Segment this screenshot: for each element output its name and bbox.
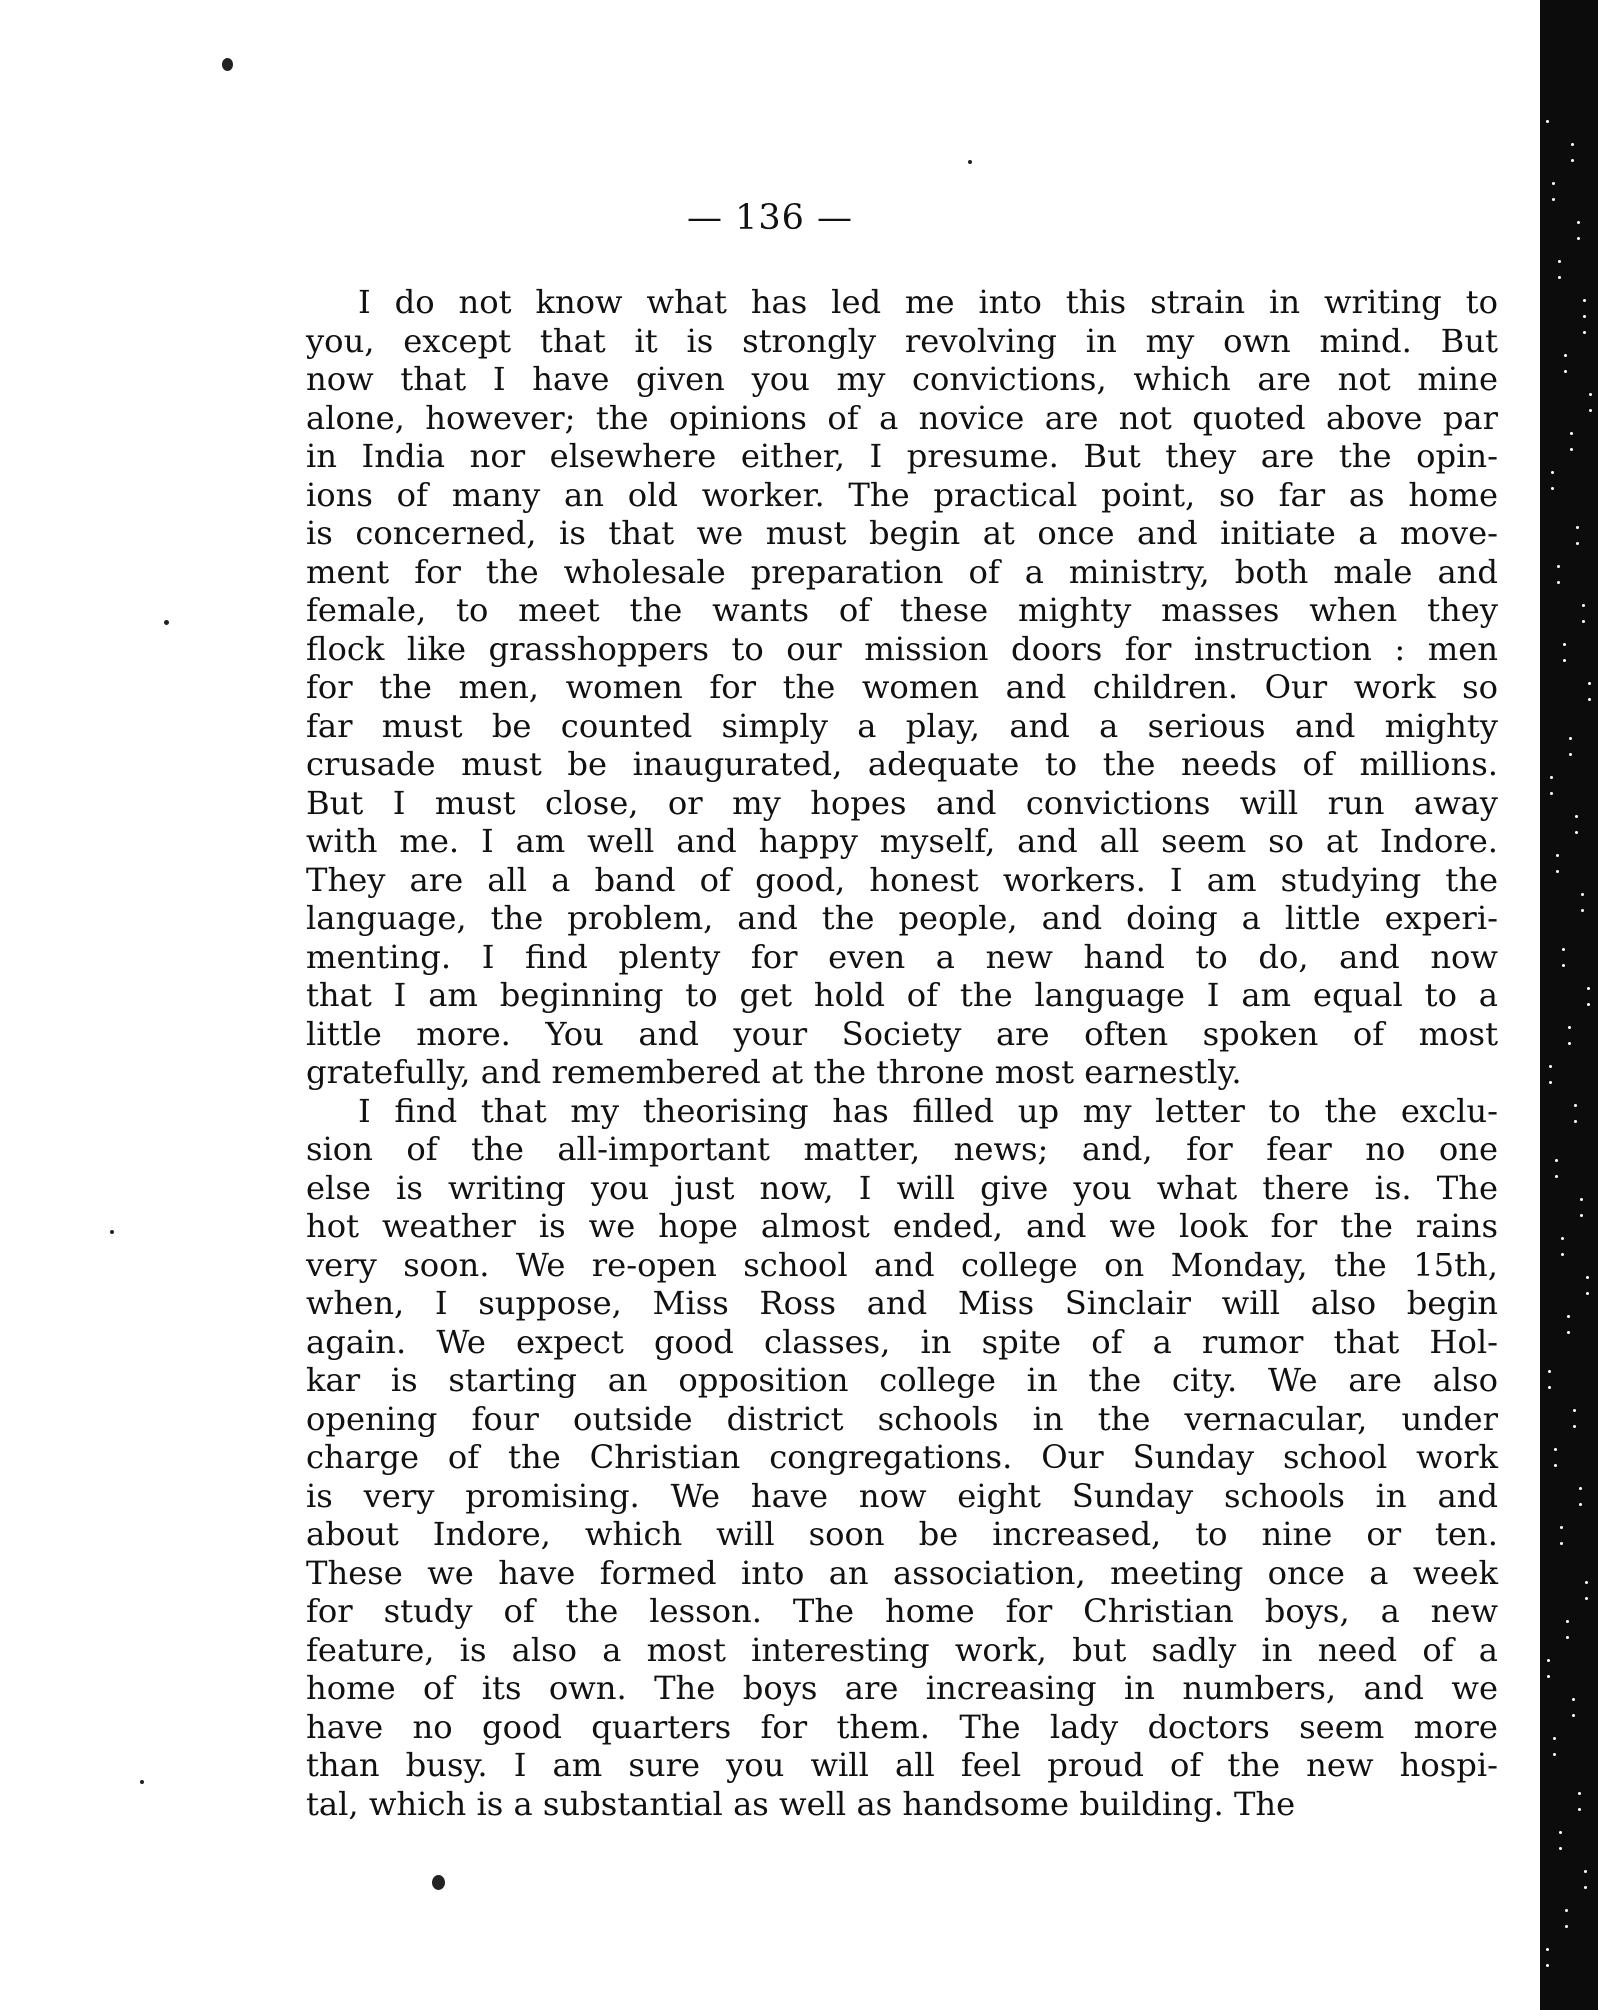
binding-speck <box>1562 964 1565 967</box>
binding-speck <box>1581 893 1584 896</box>
binding-speck <box>1589 393 1592 396</box>
binding-speck <box>1577 237 1580 240</box>
binding-speck <box>1553 1737 1556 1740</box>
text-line: again. We expect good classes, in spite of a rumor that Hol- <box>306 1322 1498 1361</box>
binding-speck <box>1554 1464 1557 1467</box>
text-line: opening four outside district schools in the vernacular, under <box>306 1399 1498 1438</box>
binding-speck <box>1557 581 1560 584</box>
binding-speck <box>1572 1698 1575 1701</box>
binding-speck <box>1547 1675 1550 1678</box>
text-line: when, I suppose, Miss Ross and Miss Sinclair will also begin <box>306 1284 1498 1322</box>
text-line: They are all a band of good, honest workers. I am studying the <box>306 860 1498 899</box>
binding-speck <box>1553 1753 1556 1756</box>
binding-speck <box>1549 1081 1552 1084</box>
text-line: is very promising. We have now eight Sunday schools in and <box>306 1476 1498 1515</box>
text-line: female, to meet the wants of these mighty masses when they <box>306 591 1498 629</box>
binding-speck <box>1565 1925 1568 1928</box>
binding-speck <box>1566 1620 1569 1623</box>
scan-speck <box>968 160 972 164</box>
binding-speck <box>1580 1198 1583 1201</box>
binding-speck <box>1570 448 1573 451</box>
text-line: with me. I am well and happy myself, and all seem so at Indore. <box>306 822 1498 860</box>
binding-speck <box>1568 1042 1571 1045</box>
binding-speck <box>1585 1597 1588 1600</box>
text-line: little more. You and your Society are often spoken of most <box>306 1014 1498 1053</box>
text-line: have no good quarters for them. The lady doctors seem more <box>306 1707 1498 1746</box>
binding-speck <box>1578 1808 1581 1811</box>
binding-speck <box>1563 643 1566 646</box>
binding-speck <box>1578 1792 1581 1795</box>
binding-speck <box>1551 471 1554 474</box>
binding-speck <box>1571 159 1574 162</box>
text-line: charge of the Christian congregations. Our Sunday school work <box>306 1438 1498 1476</box>
binding-speck <box>1582 604 1585 607</box>
binding-speck <box>1572 1714 1575 1717</box>
text-line: kar is starting an opposition college in the city. We are also <box>306 1361 1498 1399</box>
binding-speck <box>1556 870 1559 873</box>
text-line: you, except that it is strongly revolving in my own mind. But <box>306 321 1498 360</box>
text-line: crusade must be inaugurated, adequate to the needs of millions. <box>306 745 1498 783</box>
binding-speck <box>1549 1065 1552 1068</box>
text-line: alone, however; the opinions of a novice are not quoted above par <box>306 398 1498 437</box>
binding-speck <box>1587 1003 1590 1006</box>
binding-speck <box>1583 299 1586 302</box>
binding-speck <box>1564 370 1567 373</box>
binding-speck <box>1565 1909 1568 1912</box>
page-number: — 136 — <box>686 198 854 238</box>
binding-speck <box>1557 565 1560 568</box>
binding-speck <box>1585 1581 1588 1584</box>
binding-speck <box>1586 1292 1589 1295</box>
binding-speck <box>1559 1847 1562 1850</box>
body-text <box>306 283 1498 1823</box>
binding-speck <box>1564 354 1567 357</box>
binding-speck <box>1569 753 1572 756</box>
book-binding-edge <box>1540 0 1598 2010</box>
scan-speck <box>222 58 233 71</box>
text-line: tal, which is a substantial as well as handsome building. The <box>306 1784 1296 1823</box>
text-line: else is writing you just now, I will give you what there is. The <box>306 1168 1498 1207</box>
binding-speck <box>1558 276 1561 279</box>
text-line: for study of the lesson. The home for Christian boys, a new <box>306 1592 1498 1630</box>
binding-speck <box>1559 1831 1562 1834</box>
binding-speck <box>1570 432 1573 435</box>
binding-speck <box>1547 1659 1550 1662</box>
binding-speck <box>1546 120 1549 123</box>
paragraph-1 <box>306 283 1498 1092</box>
binding-speck <box>1562 948 1565 951</box>
binding-speck <box>1561 1253 1564 1256</box>
binding-speck <box>1588 698 1591 701</box>
binding-speck <box>1588 682 1591 685</box>
scan-speck <box>110 1230 114 1234</box>
scan-speck <box>164 620 169 625</box>
binding-speck <box>1584 1870 1587 1873</box>
binding-speck <box>1567 1331 1570 1334</box>
binding-speck <box>1566 1636 1569 1639</box>
binding-speck <box>1571 143 1574 146</box>
text-line: gratefully, and remembered at the throne most earnestly. <box>306 1053 1242 1091</box>
binding-speck <box>1575 831 1578 834</box>
text-line: home of its own. The boys are increasing in numbers, and we <box>306 1669 1498 1707</box>
binding-speck <box>1560 1542 1563 1545</box>
text-line: that I am beginning to get hold of the language I am equal to a <box>306 976 1498 1014</box>
text-line: I do not know what has led me into this strain in writing to <box>358 283 1498 321</box>
binding-speck <box>1575 815 1578 818</box>
binding-speck <box>1550 792 1553 795</box>
binding-speck <box>1548 1386 1551 1389</box>
binding-speck <box>1580 1214 1583 1217</box>
binding-speck <box>1568 1026 1571 1029</box>
text-line: But I must close, or my hopes and convictions will run away <box>306 783 1498 822</box>
text-line: menting. I find plenty for even a new hand to do, and now <box>306 937 1498 976</box>
text-line: sion of the all-important matter, news; and, for fear no one <box>306 1130 1498 1168</box>
binding-speck <box>1555 1175 1558 1178</box>
text-line: ment for the wholesale preparation of a ministry, both male and <box>306 552 1498 591</box>
binding-speck <box>1573 1409 1576 1412</box>
binding-speck <box>1551 487 1554 490</box>
binding-speck <box>1563 659 1566 662</box>
binding-speck <box>1569 737 1572 740</box>
text-line: is concerned, is that we must begin at once and initiate a move- <box>306 514 1498 552</box>
text-line: than busy. I am sure you will all feel proud of the new hospi- <box>306 1746 1498 1784</box>
binding-speck <box>1584 1886 1587 1889</box>
binding-speck <box>1561 1237 1564 1240</box>
text-line: far must be counted simply a play, and a serious and mighty <box>306 706 1498 745</box>
binding-speck <box>1589 409 1592 412</box>
text-line: for the men, women for the women and children. Our work so <box>306 668 1498 706</box>
text-line: language, the problem, and the people, and doing a little experi- <box>306 899 1498 937</box>
binding-speck <box>1586 1276 1589 1279</box>
binding-speck <box>1546 1948 1549 1951</box>
binding-speck <box>1552 182 1555 185</box>
binding-speck <box>1574 1104 1577 1107</box>
binding-speck <box>1555 1159 1558 1162</box>
binding-speck <box>1574 1120 1577 1123</box>
text-line: in India nor elsewhere either, I presume. But they are the opin- <box>306 437 1498 475</box>
scan-speck <box>432 1875 445 1890</box>
binding-speck <box>1577 221 1580 224</box>
paragraph-2 <box>306 1092 1498 1824</box>
binding-speck <box>1582 620 1585 623</box>
binding-speck <box>1587 987 1590 990</box>
binding-speck <box>1548 1370 1551 1373</box>
text-line: now that I have given you my convictions, which are not mine <box>306 360 1498 398</box>
text-line: about Indore, which will soon be increased, to nine or ten. <box>306 1515 1498 1553</box>
text-line: hot weather is we hope almost ended, and we look for the rains <box>306 1207 1498 1245</box>
text-line: I find that my theorising has filled up my letter to the exclu- <box>358 1091 1498 1130</box>
binding-speck <box>1556 854 1559 857</box>
text-line: These we have formed into an association, meeting once a week <box>306 1553 1498 1592</box>
binding-speck <box>1576 542 1579 545</box>
binding-speck <box>1550 776 1553 779</box>
binding-speck <box>1573 1425 1576 1428</box>
text-line: ions of many an old worker. The practical point, so far as home <box>306 475 1498 514</box>
binding-speck <box>1579 1503 1582 1506</box>
binding-speck <box>1560 1526 1563 1529</box>
binding-speck <box>1583 315 1586 318</box>
text-line: feature, is also a most interesting work, but sadly in need of a <box>306 1630 1498 1669</box>
binding-speck <box>1581 909 1584 912</box>
binding-speck <box>1579 1487 1582 1490</box>
binding-speck <box>1552 198 1555 201</box>
text-line: very soon. We re-open school and college on Monday, the 15th, <box>306 1245 1498 1284</box>
binding-speck <box>1546 1964 1549 1967</box>
binding-speck <box>1567 1315 1570 1318</box>
binding-speck <box>1558 260 1561 263</box>
text-line: flock like grasshoppers to our mission doors for instruction : men <box>306 629 1498 668</box>
scan-speck <box>140 1780 144 1784</box>
binding-speck <box>1576 526 1579 529</box>
binding-speck <box>1583 331 1586 334</box>
binding-speck <box>1554 1448 1557 1451</box>
